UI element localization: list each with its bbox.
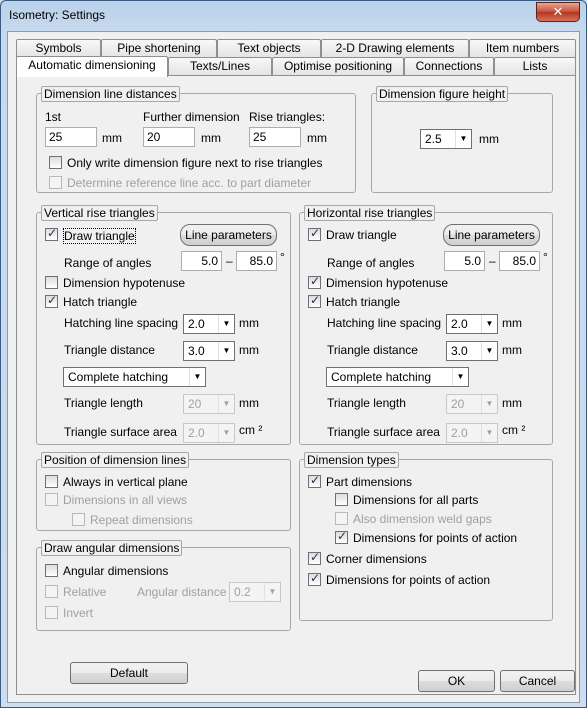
v-dimension-hypotenuse-checkbox[interactable] — [45, 276, 58, 289]
h-hatch-triangle-checkbox[interactable] — [308, 295, 321, 308]
v-spacing-label: Hatching line spacing — [64, 316, 179, 330]
group-title: Draw angular dimensions — [41, 540, 182, 556]
always-vertical-checkbox[interactable] — [45, 475, 58, 488]
weld-gaps-label: Also dimension weld gaps — [353, 512, 492, 526]
tab-connections[interactable]: Connections — [404, 57, 494, 76]
h-draw-triangle-checkbox[interactable] — [308, 228, 321, 241]
h-hatching-mode-value: Complete hatching — [331, 370, 432, 384]
chevron-down-icon: ▼ — [452, 368, 468, 386]
further-dimension-input[interactable]: 20 — [143, 127, 195, 147]
ok-button[interactable]: OK — [418, 670, 495, 692]
invert-label: Invert — [63, 606, 94, 620]
cancel-button[interactable]: Cancel — [500, 670, 575, 692]
dialog-client — [7, 31, 580, 703]
group-title: Vertical rise triangles — [41, 205, 158, 221]
group-title: Dimension types — [304, 452, 399, 468]
v-triangle-length-select[interactable] — [183, 394, 235, 414]
v-length-value: 20 — [188, 397, 202, 411]
h-dimension-hypotenuse-checkbox[interactable] — [308, 276, 321, 289]
invert-checkbox[interactable] — [45, 606, 58, 619]
default-button[interactable]: Default — [70, 662, 188, 684]
chevron-down-icon: ▼ — [264, 583, 280, 601]
group-title: Dimension figure height — [376, 86, 508, 102]
v-length-label: Triangle length — [64, 396, 143, 410]
only-write-checkbox[interactable] — [49, 156, 62, 169]
v-hatch-label: Hatch triangle — [63, 295, 138, 309]
h-length-label: Triangle length — [327, 396, 406, 410]
group-dimension-figure-height — [371, 87, 553, 193]
h-area-unit: cm ² — [502, 423, 526, 437]
v-draw-triangle-label: Draw triangle — [64, 229, 135, 243]
part-dimensions-checkbox[interactable] — [308, 475, 321, 488]
v-line-parameters-button[interactable]: Line parameters — [180, 224, 277, 246]
close-button[interactable]: ✕ — [536, 2, 580, 22]
corner-dimensions-checkbox[interactable] — [308, 552, 321, 565]
group-horizontal-rise-triangles — [299, 206, 553, 445]
points-of-action-checkbox[interactable] — [308, 573, 321, 586]
chevron-down-icon: ▼ — [218, 395, 234, 413]
tab-lists[interactable]: Lists — [494, 57, 576, 76]
window-title: Isometry: Settings — [9, 8, 106, 22]
weld-gaps-checkbox[interactable] — [335, 512, 348, 525]
repeat-dimensions-label: Repeat dimensions — [90, 513, 193, 527]
h-range-from-input[interactable]: 5.0 — [444, 251, 485, 271]
h-area-value: 2.0 — [451, 426, 468, 440]
angular-distance-label: Angular distance — [137, 585, 227, 599]
tab-item-numbers[interactable]: Item numbers — [469, 39, 576, 58]
group-vertical-rise-triangles — [36, 206, 291, 445]
relative-label: Relative — [63, 585, 107, 599]
h-draw-triangle-label: Draw triangle — [326, 228, 397, 242]
v-distance-value: 3.0 — [188, 344, 205, 358]
points-of-action-sub-checkbox[interactable] — [335, 531, 348, 544]
h-hypotenuse-label: Dimension hypotenuse — [326, 276, 449, 290]
tab-text-objects[interactable]: Text objects — [217, 39, 321, 58]
figure-height-select[interactable] — [420, 129, 472, 149]
tab-optimise-positioning[interactable]: Optimise positioning — [272, 57, 404, 76]
rise-label: Rise triangles: — [249, 110, 326, 124]
chevron-down-icon: ▼ — [481, 395, 497, 413]
v-distance-label: Triangle distance — [64, 343, 155, 357]
v-spacing-value: 2.0 — [188, 317, 205, 331]
h-hatch-label: Hatch triangle — [326, 295, 401, 309]
only-write-label: Only write dimension figure next to rise triangles — [67, 156, 323, 170]
h-triangle-length-select[interactable] — [446, 394, 498, 414]
title-bar — [1, 1, 586, 29]
angular-dimensions-checkbox[interactable] — [45, 564, 58, 577]
v-distance-unit: mm — [239, 343, 259, 357]
figure-height-unit: mm — [479, 132, 499, 146]
all-parts-label: Dimensions for all parts — [353, 493, 479, 507]
h-hatching-mode-select[interactable] — [326, 367, 469, 387]
all-parts-checkbox[interactable] — [335, 493, 348, 506]
all-views-label: Dimensions in all views — [63, 493, 188, 507]
rise-triangles-input[interactable]: 25 — [249, 127, 301, 147]
group-dimension-line-distances — [36, 87, 356, 193]
tab-2d-drawing-elements[interactable]: 2-D Drawing elements — [321, 39, 469, 58]
chevron-down-icon: ▼ — [481, 424, 497, 442]
chevron-down-icon: ▼ — [481, 342, 497, 360]
tab-texts-lines[interactable]: Texts/Lines — [168, 57, 272, 76]
h-distance-unit: mm — [502, 343, 522, 357]
h-range-to-input[interactable]: 85.0 — [499, 251, 540, 271]
h-spacing-value: 2.0 — [451, 317, 468, 331]
rise-unit: mm — [307, 131, 327, 145]
v-hatching-mode-select[interactable] — [63, 367, 206, 387]
h-length-unit: mm — [502, 396, 522, 410]
first-unit: mm — [102, 131, 122, 145]
v-draw-triangle-checkbox[interactable] — [45, 228, 58, 241]
v-range-unit: ° — [280, 250, 285, 264]
group-title: Position of dimension lines — [41, 452, 189, 468]
first-distance-input[interactable]: 25 — [45, 127, 97, 147]
angular-distance-select[interactable] — [229, 582, 281, 602]
v-triangle-distance-select[interactable] — [183, 341, 235, 361]
v-hatching-mode-value: Complete hatching — [68, 370, 169, 384]
v-length-unit: mm — [239, 396, 259, 410]
group-draw-angular-dimensions — [36, 541, 291, 631]
v-surface-area-select[interactable] — [183, 423, 235, 443]
h-range-unit: ° — [543, 250, 548, 264]
chevron-down-icon: ▼ — [481, 315, 497, 333]
v-hatching-spacing-select[interactable] — [183, 314, 235, 334]
v-area-unit: cm ² — [239, 423, 263, 437]
always-vertical-label: Always in vertical plane — [63, 475, 188, 489]
h-spacing-unit: mm — [502, 316, 522, 330]
chevron-down-icon: ▼ — [218, 342, 234, 360]
chevron-down-icon: ▼ — [455, 130, 471, 148]
h-area-label: Triangle surface area — [327, 425, 440, 439]
points-of-action-sub-label: Dimensions for points of action — [353, 531, 518, 545]
v-spacing-unit: mm — [239, 316, 259, 330]
all-views-checkbox[interactable] — [45, 493, 58, 506]
h-line-parameters-button[interactable]: Line parameters — [443, 224, 540, 246]
v-range-label: Range of angles — [64, 256, 152, 270]
group-title: Horizontal rise triangles — [304, 205, 435, 221]
relative-checkbox[interactable] — [45, 585, 58, 598]
tab-symbols[interactable]: Symbols — [16, 39, 101, 58]
corner-dimensions-label: Corner dimensions — [326, 552, 427, 566]
v-range-to-input[interactable]: 85.0 — [236, 251, 277, 271]
v-area-value: 2.0 — [188, 426, 205, 440]
determine-reference-label: Determine reference line acc. to part diameter — [67, 176, 312, 190]
group-dimension-types — [299, 453, 553, 621]
h-range-label: Range of angles — [327, 256, 415, 270]
part-dimensions-label: Part dimensions — [326, 475, 413, 489]
further-label: Further dimension — [143, 110, 240, 124]
angular-distance-value: 0.2 — [234, 585, 251, 599]
chevron-down-icon: ▼ — [218, 315, 234, 333]
tab-automatic-dimensioning[interactable]: Automatic dimensioning — [16, 56, 168, 77]
h-range-separator: – — [489, 254, 496, 268]
tab-pipe-shortening[interactable]: Pipe shortening — [101, 39, 217, 58]
chevron-down-icon: ▼ — [189, 368, 205, 386]
first-label: 1st — [45, 110, 62, 124]
repeat-dimensions-checkbox[interactable] — [72, 513, 85, 526]
h-triangle-distance-select[interactable] — [446, 341, 498, 361]
angular-dimensions-label: Angular dimensions — [63, 564, 169, 578]
determine-reference-checkbox[interactable] — [49, 176, 62, 189]
group-position-of-dimension-lines — [36, 453, 291, 531]
chevron-down-icon: ▼ — [218, 424, 234, 442]
v-hypotenuse-label: Dimension hypotenuse — [63, 276, 186, 290]
tab-panel — [16, 75, 576, 695]
h-hatching-spacing-select[interactable] — [446, 314, 498, 334]
v-range-from-input[interactable]: 5.0 — [181, 251, 222, 271]
h-surface-area-select[interactable] — [446, 423, 498, 443]
v-hatch-triangle-checkbox[interactable] — [45, 295, 58, 308]
figure-height-value: 2.5 — [425, 132, 442, 146]
h-distance-value: 3.0 — [451, 344, 468, 358]
h-spacing-label: Hatching line spacing — [327, 316, 442, 330]
v-range-separator: – — [226, 254, 233, 268]
h-length-value: 20 — [451, 397, 465, 411]
group-title: Dimension line distances — [41, 86, 180, 102]
further-unit: mm — [201, 131, 221, 145]
v-area-label: Triangle surface area — [64, 425, 177, 439]
points-of-action-label: Dimensions for points of action — [326, 573, 491, 587]
h-distance-label: Triangle distance — [327, 343, 418, 357]
